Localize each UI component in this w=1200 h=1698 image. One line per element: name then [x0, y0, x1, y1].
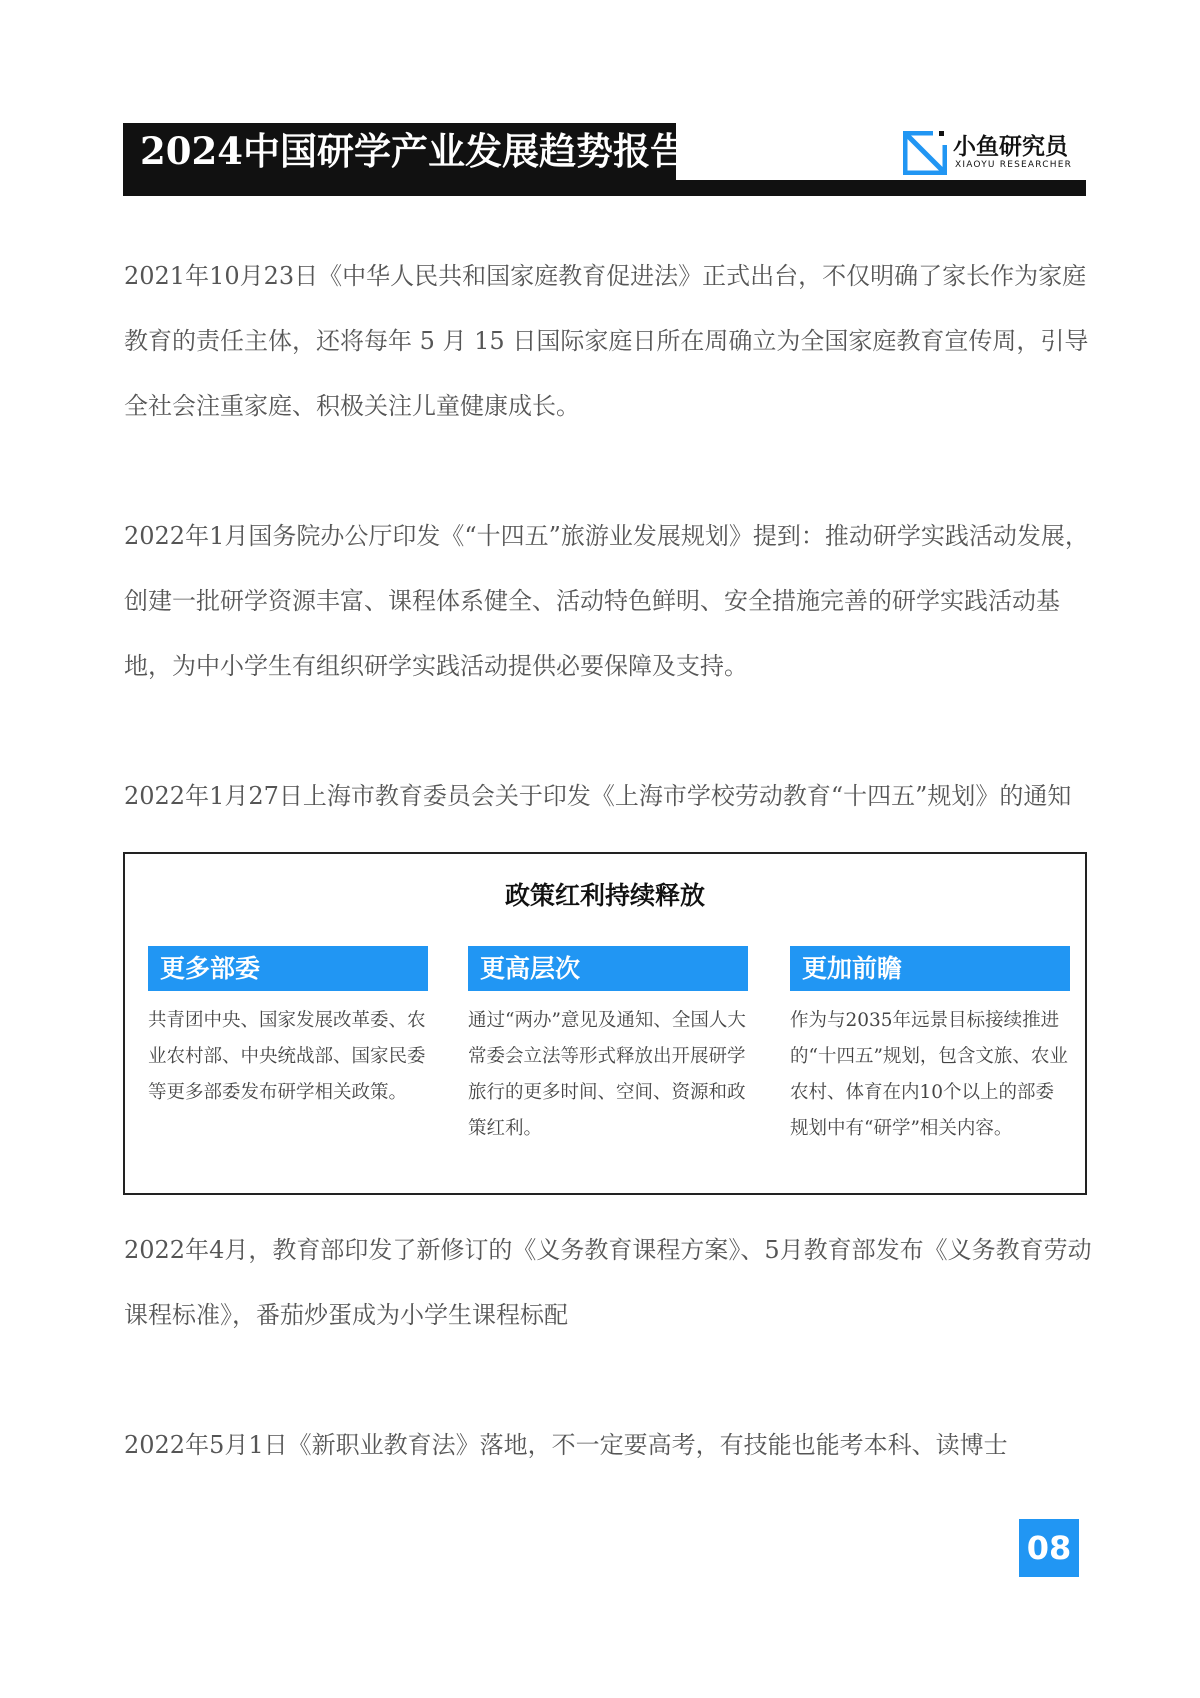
- policy-column-heading: 更多部委: [148, 946, 428, 991]
- logo-chinese-name: 小鱼研究员: [953, 134, 1068, 160]
- paragraph-vocational-law: 2022年5月1日《新职业教育法》落地，不一定要高考，有技能也能考本科、读博士: [124, 1431, 1008, 1459]
- policy-box-title: 政策红利持续释放: [504, 881, 705, 910]
- policy-column-body: 通过“两办”意见及通知、全国人大常委会立法等形式释放出开展研学旅行的更多时间、空间、资源和政策红利。: [468, 1010, 746, 1139]
- logo-mark-icon: [903, 131, 947, 175]
- report-title: 2024中国研学产业发展趋势报告: [123, 123, 676, 180]
- policy-column: [468, 946, 748, 1147]
- paragraph-family-education-law: 2021年10月23日《中华人民共和国家庭教育促进法》正式出台，不仅明确了家长作为家庭教育的责任主体，还将每年 5 月 15 日国际家庭日所在周确立为全国家庭教育宣传周，引导全社会注重家庭、积极关注儿童健康成长。: [124, 262, 1089, 420]
- paragraph-curriculum-plan: 2022年4月，教育部印发了新修订的《义务教育课程方案》、5月教育部发布《义务教育劳动课程标准》，番茄炒蛋成为小学生课程标配: [124, 1236, 1092, 1329]
- brand-logo: [903, 128, 1088, 178]
- policy-column: [148, 946, 428, 1111]
- policy-column-body: 作为与2035年远景目标接续推进的“十四五”规划，包含文旅、农业农村、体育在内10个以上的部委规划中有“研学”相关内容。: [790, 1010, 1068, 1139]
- policy-column: [790, 946, 1070, 1147]
- page-number-badge: 08: [1019, 1519, 1079, 1577]
- header-underline-bar: [123, 180, 1086, 196]
- paragraph-shanghai-notice: 2022年1月27日上海市教育委员会关于印发《上海市学校劳动教育“十四五”规划》的通知: [124, 782, 1072, 810]
- policy-dividend-box: [123, 852, 1087, 1195]
- paragraph-tourism-plan: 2022年1月国务院办公厅印发《“十四五”旅游业发展规划》提到：推动研学实践活动发展，创建一批研学资源丰富、课程体系健全、活动特色鲜明、安全措施完善的研学实践活动基地，为中小学生有组织研学实践活动提供必要保障及支持。: [124, 522, 1089, 680]
- policy-column-heading: 更加前瞻: [790, 946, 1070, 991]
- logo-english-name: XIAOYU RESEARCHER: [955, 160, 1073, 170]
- policy-column-body: 共青团中央、国家发展改革委、农业农村部、中央统战部、国家民委等更多部委发布研学相关政策。: [148, 1010, 426, 1103]
- policy-column-heading: 更高层次: [468, 946, 748, 991]
